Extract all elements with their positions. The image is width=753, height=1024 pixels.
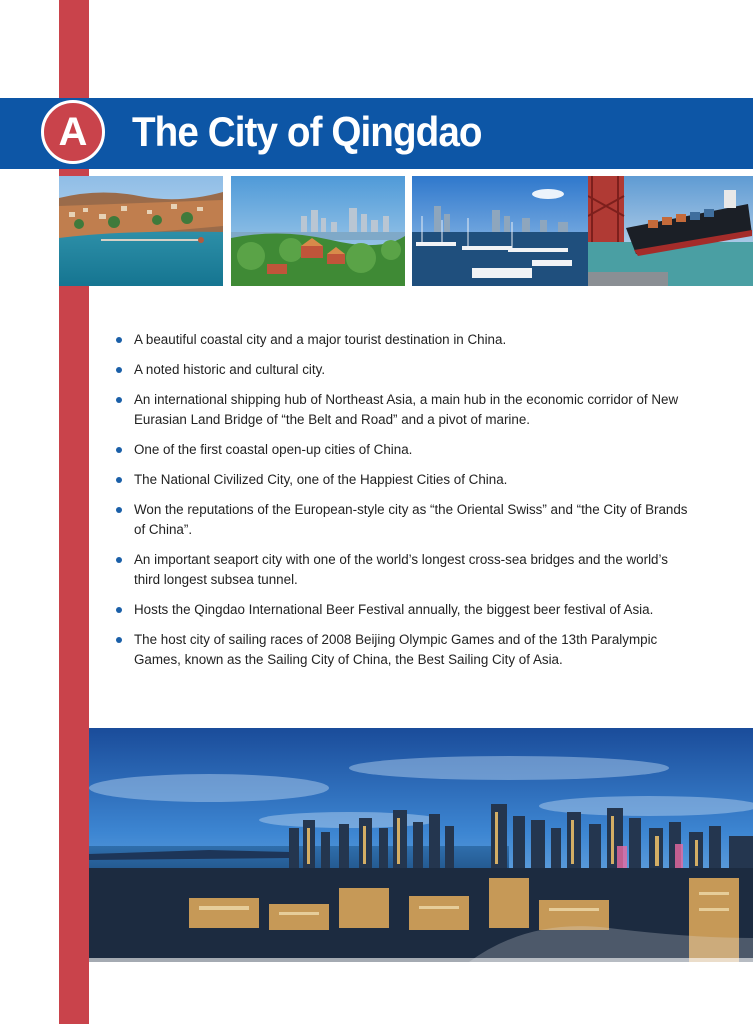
list-item [116, 360, 696, 380]
list-item [116, 470, 696, 490]
bullet-dot-icon [116, 557, 122, 563]
section-badge: A [41, 100, 105, 164]
bullet-dot-icon [116, 367, 122, 373]
page-title: The City of Qingdao [132, 108, 482, 155]
list-item-text: The host city of sailing races of 2008 Beijing Olympic Games and of the 13th Paralympic Games, known as the Sailing City of China, the Best Sailing City of Asia. [134, 632, 658, 667]
night-skyline-panorama [89, 728, 753, 962]
bullet-dot-icon [116, 637, 122, 643]
list-item [116, 630, 696, 670]
list-item [116, 330, 696, 350]
list-item [116, 600, 696, 620]
bullet-dot-icon [116, 447, 122, 453]
list-item [116, 550, 696, 590]
feature-list [116, 330, 696, 680]
bullet-dot-icon [116, 507, 122, 513]
list-item-text: One of the first coastal open-up cities of China. [134, 442, 413, 457]
list-item-text: Won the reputations of the European-style city as “the Oriental Swiss” and “the City of Brands of China”. [134, 502, 688, 537]
coastal-town-photo [59, 176, 223, 286]
list-item-text: An international shipping hub of Northeast Asia, a main hub in the economic corridor of New Eurasian Land Bridge of “the Belt and Road” and a pivot of marine. [134, 392, 679, 427]
list-item [116, 440, 696, 460]
bullet-dot-icon [116, 337, 122, 343]
green-hillside-city-photo [231, 176, 405, 286]
list-item-text: The National Civilized City, one of the Happiest Cities of China. [134, 472, 508, 487]
marina-skyline-photo [412, 176, 588, 286]
bullet-dot-icon [116, 477, 122, 483]
list-item [116, 500, 696, 540]
list-item [116, 390, 696, 430]
bullet-dot-icon [116, 397, 122, 403]
bullet-dot-icon [116, 607, 122, 613]
list-item-text: A noted historic and cultural city. [134, 362, 326, 377]
container-ship-port-photo [588, 176, 753, 286]
list-item-text: Hosts the Qingdao International Beer Festival annually, the biggest beer festival of Asia. [134, 602, 654, 617]
list-item-text: A beautiful coastal city and a major tourist destination in China. [134, 332, 507, 347]
list-item-text: An important seaport city with one of the world’s longest cross-sea bridges and the world’s third longest subsea tunnel. [134, 552, 668, 587]
